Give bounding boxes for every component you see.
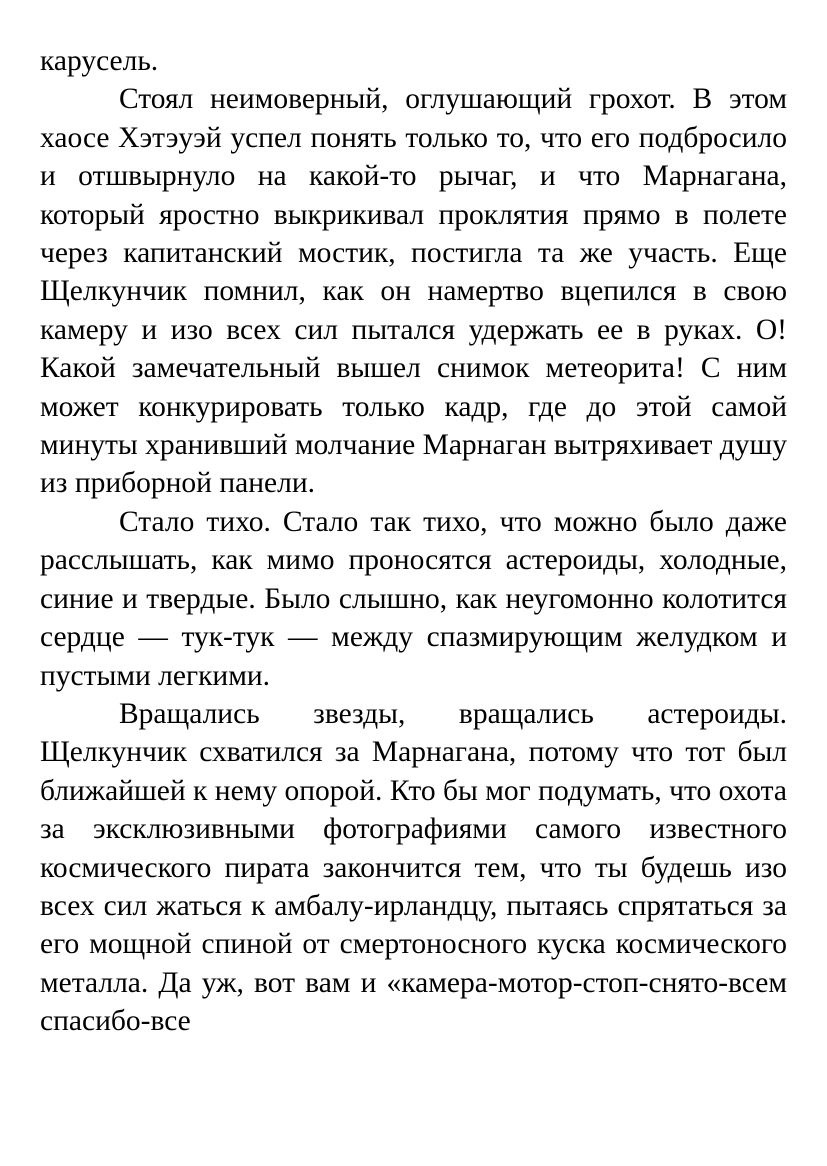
paragraph: Стало тихо. Стало так тихо, что можно было даже расслышать, как мимо проносятся астероиды, холодные, синие и твердые. Было слышно, как неугомонно колотится сердце — тук-тук — между спазмирующим желудком и пустыми легкими. — [40, 505, 787, 692]
document-page — [40, 42, 787, 1041]
paragraph-continuation: карусель. — [40, 45, 159, 77]
paragraph: Вращались звезды, вращались астероиды. Щелкунчик схватился за Марнагана, потому что тот был ближайшей к нему опорой. Кто бы мог подумать, что охота за эксклюзивными фотографиями самого известного космического пирата закончится тем, что ты будешь изо всех сил жаться к амбалу-ирландцу, пытаясь спрятаться за его мощной спиной от смертоносного куска космического металла. Да уж, вот вам и «камера-мотор-стоп-снято-всем спасибо-все — [40, 697, 787, 1038]
paragraph: Стоял неимоверный, оглушающий грохот. В этом хаосе Хэтэуэй успел понять только то, что его подбросило и отшвырнуло на какой-то рычаг, и что Марнагана, который яростно выкрикивал проклятия прямо в полете через капитанский мостик, постигла та же участь. Еще Щелкунчик помнил, как он намертво вцепился в свою камеру и изо всех сил пытался удержать ее в руках. О! Какой замечательный вышел снимок метеорита! С ним может конкурировать только кадр, где до этой самой минуты хранивший молчание Марнаган вытряхивает душу из приборной панели. — [40, 83, 787, 500]
